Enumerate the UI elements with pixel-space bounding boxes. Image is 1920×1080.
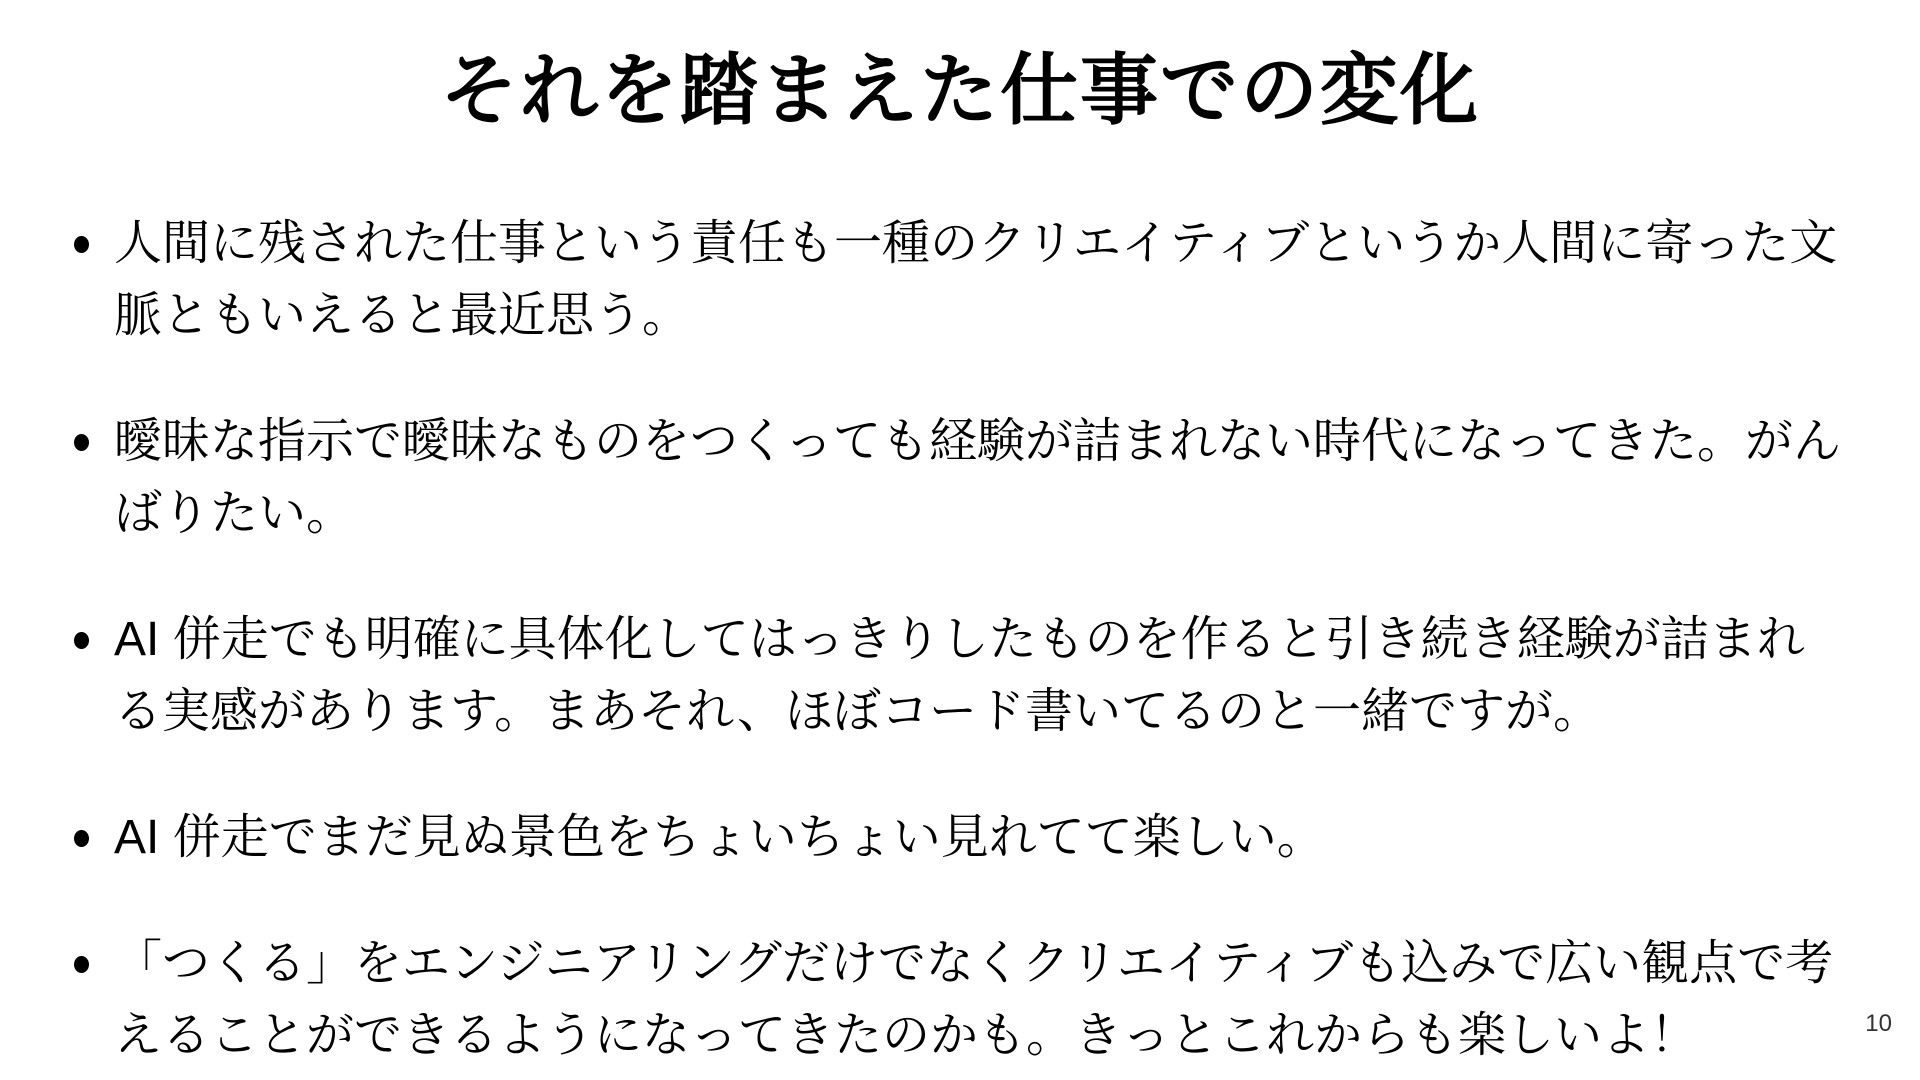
bullet-item xyxy=(62,208,1852,352)
page-number: 10 xyxy=(1865,1010,1892,1037)
bullet-text: 人間に残された仕事という責任も一種のクリエイティブというか人間に寄った文脈ともいえると最近思う。 xyxy=(114,217,1838,342)
bullet-item xyxy=(62,802,1852,874)
bullet-text: AI 併走でも明確に具体化してはっきりしたものを作ると引き続き経験が詰まれる実感があります。まあそれ、ほぼコード書いてるのと一緒ですが。 xyxy=(114,613,1805,738)
bullet-item xyxy=(62,604,1852,748)
bullet-item xyxy=(62,928,1852,1072)
bullet-text: 曖昧な指示で曖昧なものをつくっても経験が詰まれない時代になってきた。がんばりたい。 xyxy=(114,415,1842,540)
bullet-item xyxy=(62,406,1852,550)
slide-title: それを踏まえた仕事での変化 xyxy=(439,46,1480,134)
bullet-text: 「つくる」をエンジニアリングだけでなくクリエイティブも込みで広い観点で考えることができるようになってきたのかも。きっとこれからも楽しいよ！ xyxy=(114,937,1834,1062)
bullet-list xyxy=(62,208,1852,1080)
bullet-text: AI 併走でまだ見ぬ景色をちょいちょい見れてて楽しい。 xyxy=(114,811,1325,864)
